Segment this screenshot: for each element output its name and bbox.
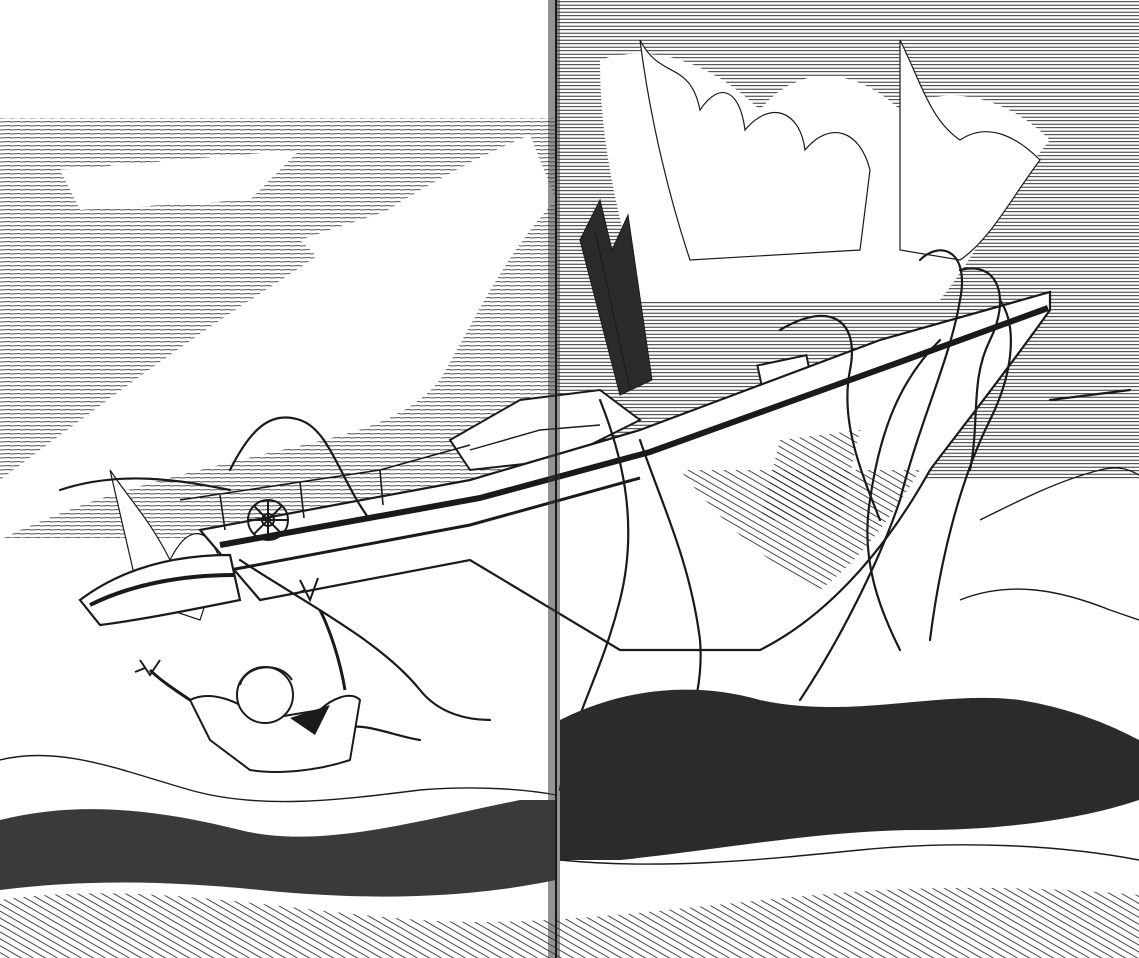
sky-hatching-left <box>0 118 556 540</box>
ships-wheel <box>248 500 288 540</box>
book-gutter <box>548 0 560 958</box>
